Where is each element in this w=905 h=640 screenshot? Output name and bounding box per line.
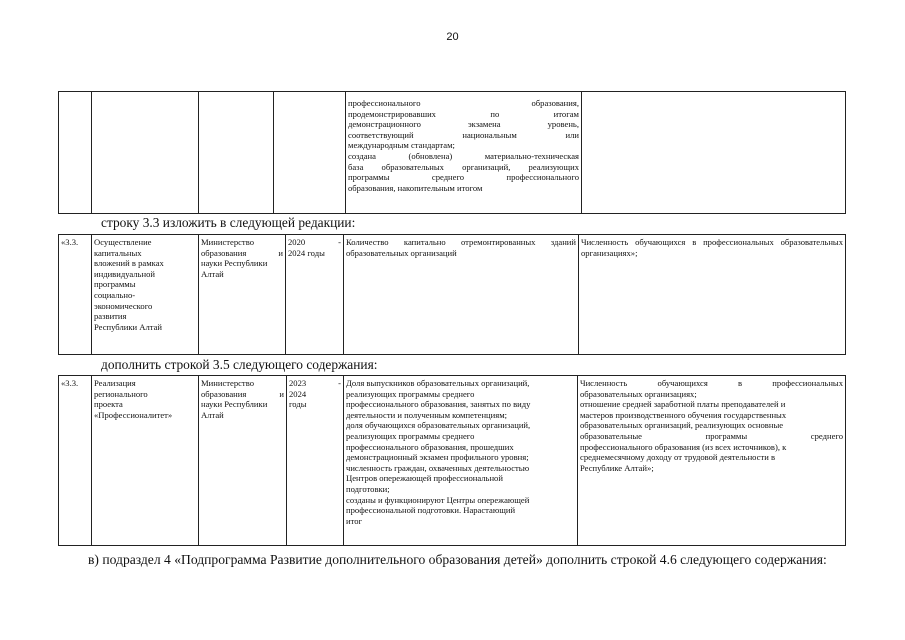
cell-line: регионального <box>94 388 148 399</box>
cell-line: вложений в рамках <box>94 258 164 269</box>
instruction-row-3-3: строку 3.3 изложить в следующей редакции: <box>101 215 356 230</box>
cell-line: науки Республики <box>201 399 268 410</box>
cell-line: капитальных <box>94 247 142 258</box>
cell-name <box>92 235 199 355</box>
table-row <box>59 235 846 355</box>
period-end <box>289 389 341 410</box>
cell-line: науки Республики <box>201 258 268 269</box>
cell-line: доля обучающихся образовательных организаций, <box>346 420 531 431</box>
cell-line: социально- <box>94 289 136 300</box>
cell-executor <box>199 376 287 546</box>
paragraph-text: в) подраздел 4 «Подпрограмма Развитие дополнительного образования детей» дополнить строкой 4.6 следующего содержания: <box>88 552 827 567</box>
cell-name <box>92 92 199 214</box>
cell-line: Реализация <box>94 378 136 388</box>
cell-line: образования, накопительным итогом <box>348 182 483 193</box>
period-start: 2023 <box>289 378 307 388</box>
cell-line: мастеров производственного обучения государственных <box>580 409 787 420</box>
cell-line: «Профессионалитет» <box>94 409 173 420</box>
cell-line: профессионального образования, занятых по виду <box>346 399 531 410</box>
period-end: 2024 годы <box>288 247 325 258</box>
cell-line: образовательных организаций, реализующих основные <box>580 420 784 431</box>
cell-target <box>582 92 846 214</box>
cell-line: деятельности и полученным компетенциям; <box>346 409 508 420</box>
cell-num: «3.3. <box>59 376 92 546</box>
cell-indicator: Количество капитально отремонтированных зданий образовательных организаций <box>344 235 579 355</box>
cell-line: годы <box>289 399 307 410</box>
cell-line: программы среднего профессионального <box>348 172 579 183</box>
cell-line: реализующих программы среднего <box>346 430 475 441</box>
cell-line: экономического <box>94 300 153 311</box>
table-row-3-5 <box>58 375 846 546</box>
cell-period <box>274 92 346 214</box>
cell-line: проекта <box>94 399 123 410</box>
cell-indicator <box>346 92 582 214</box>
cell-line: созданы и функционируют Центры опережающей <box>346 494 530 505</box>
cell-line: Осуществление <box>94 237 152 247</box>
cell-line: профессиональной подготовки. Нарастающий <box>346 505 516 516</box>
cell-line: Республики Алтай <box>94 321 163 332</box>
cell-num <box>59 92 92 214</box>
cell-line: развития <box>94 311 127 322</box>
cell-line: численность граждан, охваченных деятельностью <box>346 462 530 473</box>
cell-line: создана (обновлена) материально-техническая <box>348 150 579 161</box>
cell-line: реализующих программы среднего <box>346 388 475 399</box>
cell-line: образовательных организациях; <box>580 388 697 399</box>
paragraph-subsection-4 <box>58 551 845 568</box>
cell-line: демонстрационный экзамен профильного уровня; <box>346 452 529 463</box>
cell-line: база образовательных организаций, реализующих <box>348 161 579 172</box>
cell-target <box>578 376 846 546</box>
cell-line: образовательные программы среднего <box>580 430 843 441</box>
cell-line: Доля выпускников образовательных организаций, <box>346 378 530 388</box>
cell-line: 2024 <box>289 388 307 399</box>
table-continuation <box>58 91 846 214</box>
cell-line: индивидуальной <box>94 268 155 279</box>
cell-line: Численность обучающихся в профессиональных <box>580 378 843 388</box>
cell-line: продемонстрировавших по итогам <box>348 108 579 119</box>
cell-line: среднемесячному доходу от трудовой деятельности в <box>580 452 776 463</box>
cell-line: Алтай <box>201 268 224 279</box>
cell-line: Министерство <box>201 237 254 247</box>
cell-line: итог <box>346 515 363 526</box>
table-row <box>59 92 846 214</box>
cell-name <box>92 376 199 546</box>
cell-period: 2023 - 2024 годы <box>287 376 344 546</box>
cell-line: образования и <box>201 388 284 399</box>
cell-line: Алтай <box>201 409 224 420</box>
page-number: 20 <box>446 31 459 43</box>
table-row-3-3 <box>58 234 846 355</box>
cell-executor <box>199 235 286 355</box>
cell-line: международным стандартам; <box>348 140 455 151</box>
cell-line: образования и <box>201 247 283 258</box>
cell-line: подготовки; <box>346 483 390 494</box>
cell-line: Центров опережающей профессиональной <box>346 473 503 484</box>
cell-executor <box>199 92 274 214</box>
cell-line: профессионального образования (из всех источников), к <box>580 441 787 452</box>
cell-line: программы <box>94 279 136 290</box>
cell-period: 2020 - 2024 годы <box>286 235 344 355</box>
cell-line: Республике Алтай»; <box>580 462 654 473</box>
cell-line: профессионального образования, <box>348 98 579 108</box>
cell-line: Министерство <box>201 378 254 388</box>
cell-line: профессионального образования, прошедших <box>346 441 514 452</box>
period-start: 2020 <box>288 237 306 247</box>
table-row <box>59 376 846 546</box>
instruction-row-3-5: дополнить строкой 3.5 следующего содержания: <box>101 357 378 372</box>
cell-num: «3.3. <box>59 235 92 355</box>
cell-line: демонстрационного экзамена уровень, <box>348 119 579 130</box>
cell-line: соответствующий национальным или <box>348 129 579 140</box>
cell-indicator <box>344 376 578 546</box>
cell-line: отношение средней заработной платы преподавателей и <box>580 399 786 410</box>
cell-target: Численность обучающихся в профессиональных образовательных организациях»; <box>579 235 846 355</box>
